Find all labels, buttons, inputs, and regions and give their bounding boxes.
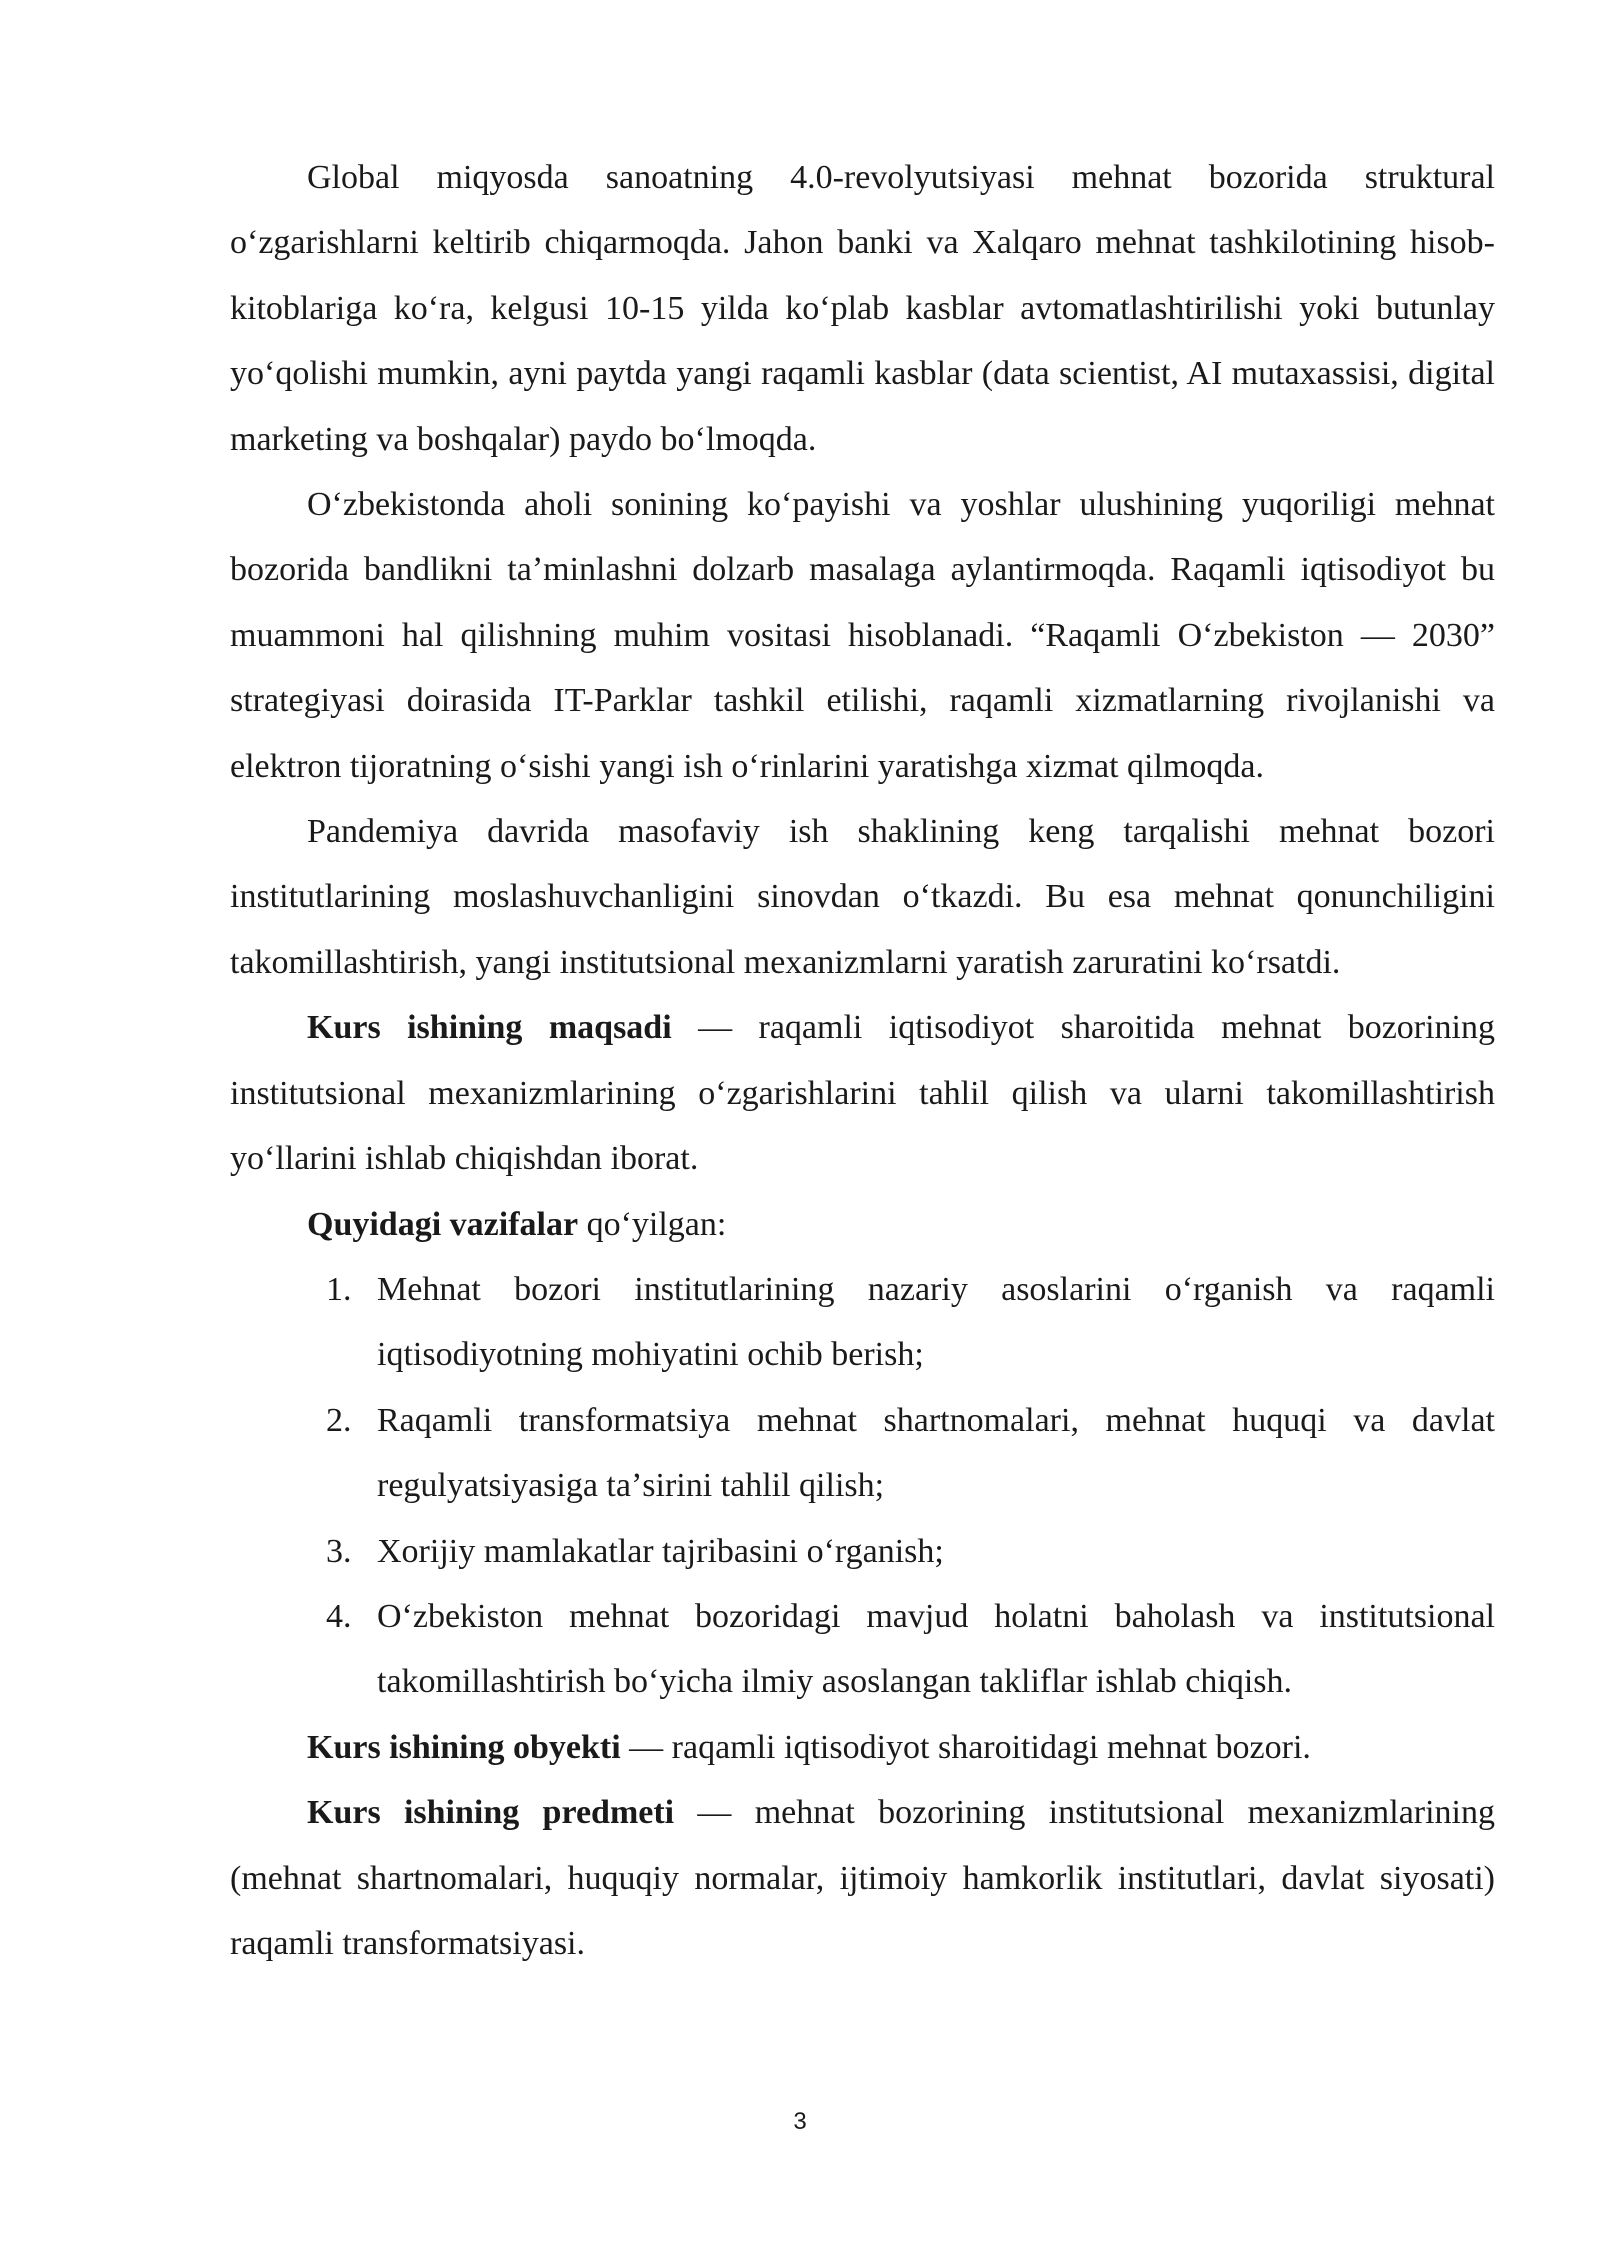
list-item-text: Raqamli transformatsiya mehnat shartnomalari, mehnat huquqi va davlat regulyatsiyasiga taʼsirini tahlil qilish; [377, 1401, 1495, 1505]
goal-text: — raqamli iqtisodiyot sharoitida mehnat bozorining institutsional mexanizmlarining oʻzgarishlarini tahlil qilish va ularni takomillashtirish yoʻllarini ishlab chiqishdan iborat. [230, 1009, 1495, 1178]
list-item [230, 1519, 1495, 1584]
goal-label: Kurs ishining maqsadi [307, 1009, 672, 1047]
tasks-intro-text: qoʻyilgan: [578, 1205, 727, 1243]
subject-label: Kurs ishining predmeti [307, 1794, 675, 1832]
document-body [230, 145, 1495, 1976]
list-item [230, 1388, 1495, 1519]
paragraph-industry-4: Global miqyosda sanoatning 4.0-revolyutsiyasi mehnat bozorida struktural oʻzgarishlarni keltirib chiqarmoqda. Jahon banki va Xalqaro mehnat tashkilotining hisob-kitoblariga koʻra, kelgusi 10-15 yilda koʻplab kasblar avtomatlashtirilishi yoki butunlay yoʻqolishi mumkin, ayni paytda yangi raqamli kasblar (data scientist, AI mutaxassisi, digital marketing va boshqalar) paydo boʻlmoqda. [230, 159, 1495, 458]
object-paragraph [230, 1715, 1495, 1780]
object-text: — raqamli iqtisodiyot sharoitidagi mehnat bozori. [620, 1728, 1311, 1766]
list-item [230, 1257, 1495, 1388]
list-item-number: 3. [326, 1532, 352, 1570]
list-item-number: 2. [326, 1401, 352, 1439]
tasks-list [230, 1257, 1495, 1715]
list-item [230, 1584, 1495, 1715]
paragraph-pandemic: Pandemiya davrida masofaviy ish shaklining keng tarqalishi mehnat bozori institutlarining moslashuvchanligini sinovdan oʻtkazdi. Bu esa mehnat qonunchiligini takomillashtirish, yangi institutsional mexanizmlarni yaratish zaruratini koʻrsatdi. [230, 813, 1495, 981]
list-item-text: Xorijiy mamlakatlar tajribasini oʻrganish; [377, 1532, 944, 1570]
list-item-number: 1. [326, 1270, 352, 1308]
tasks-heading [230, 1192, 1495, 1257]
subject-text: — mehnat bozorining institutsional mexanizmlarining (mehnat shartnomalari, huquqiy normalar, ijtimoiy hamkorlik institutlari, davlat siyosati) raqamli transformatsiyasi. [230, 1794, 1495, 1962]
goal-paragraph [230, 995, 1495, 1191]
list-item-number: 4. [326, 1597, 352, 1635]
paragraph-uzbekistan: Oʻzbekistonda aholi sonining koʻpayishi va yoshlar ulushining yuqoriligi mehnat bozorida bandlikni taʼminlashni dolzarb masalaga aylantirmoqda. Raqamli iqtisodiyot bu muammoni hal qilishning muhim vositasi hisoblanadi. “Raqamli Oʻzbekiston — 2030” strategiyasi doirasida IT-Parklar tashkil etilishi, raqamli xizmatlarning rivojlanishi va elektron tijoratning oʻsishi yangi ish oʻrinlarini yaratishga xizmat qilmoqda. [230, 486, 1495, 785]
list-item-text: Mehnat bozori institutlarining nazariy asoslarini oʻrganish va raqamli iqtisodiyotning mohiyatini ochib berish; [377, 1270, 1495, 1374]
object-label: Kurs ishining obyekti [307, 1728, 621, 1766]
tasks-label: Quyidagi vazifalar [307, 1205, 579, 1243]
page-number: 3 [793, 2108, 807, 2135]
subject-paragraph [230, 1780, 1495, 1976]
list-item-text: Oʻzbekiston mehnat bozoridagi mavjud holatni baholash va institutsional takomillashtirish boʻyicha ilmiy asoslangan takliflar ishlab chiqish. [377, 1597, 1495, 1701]
